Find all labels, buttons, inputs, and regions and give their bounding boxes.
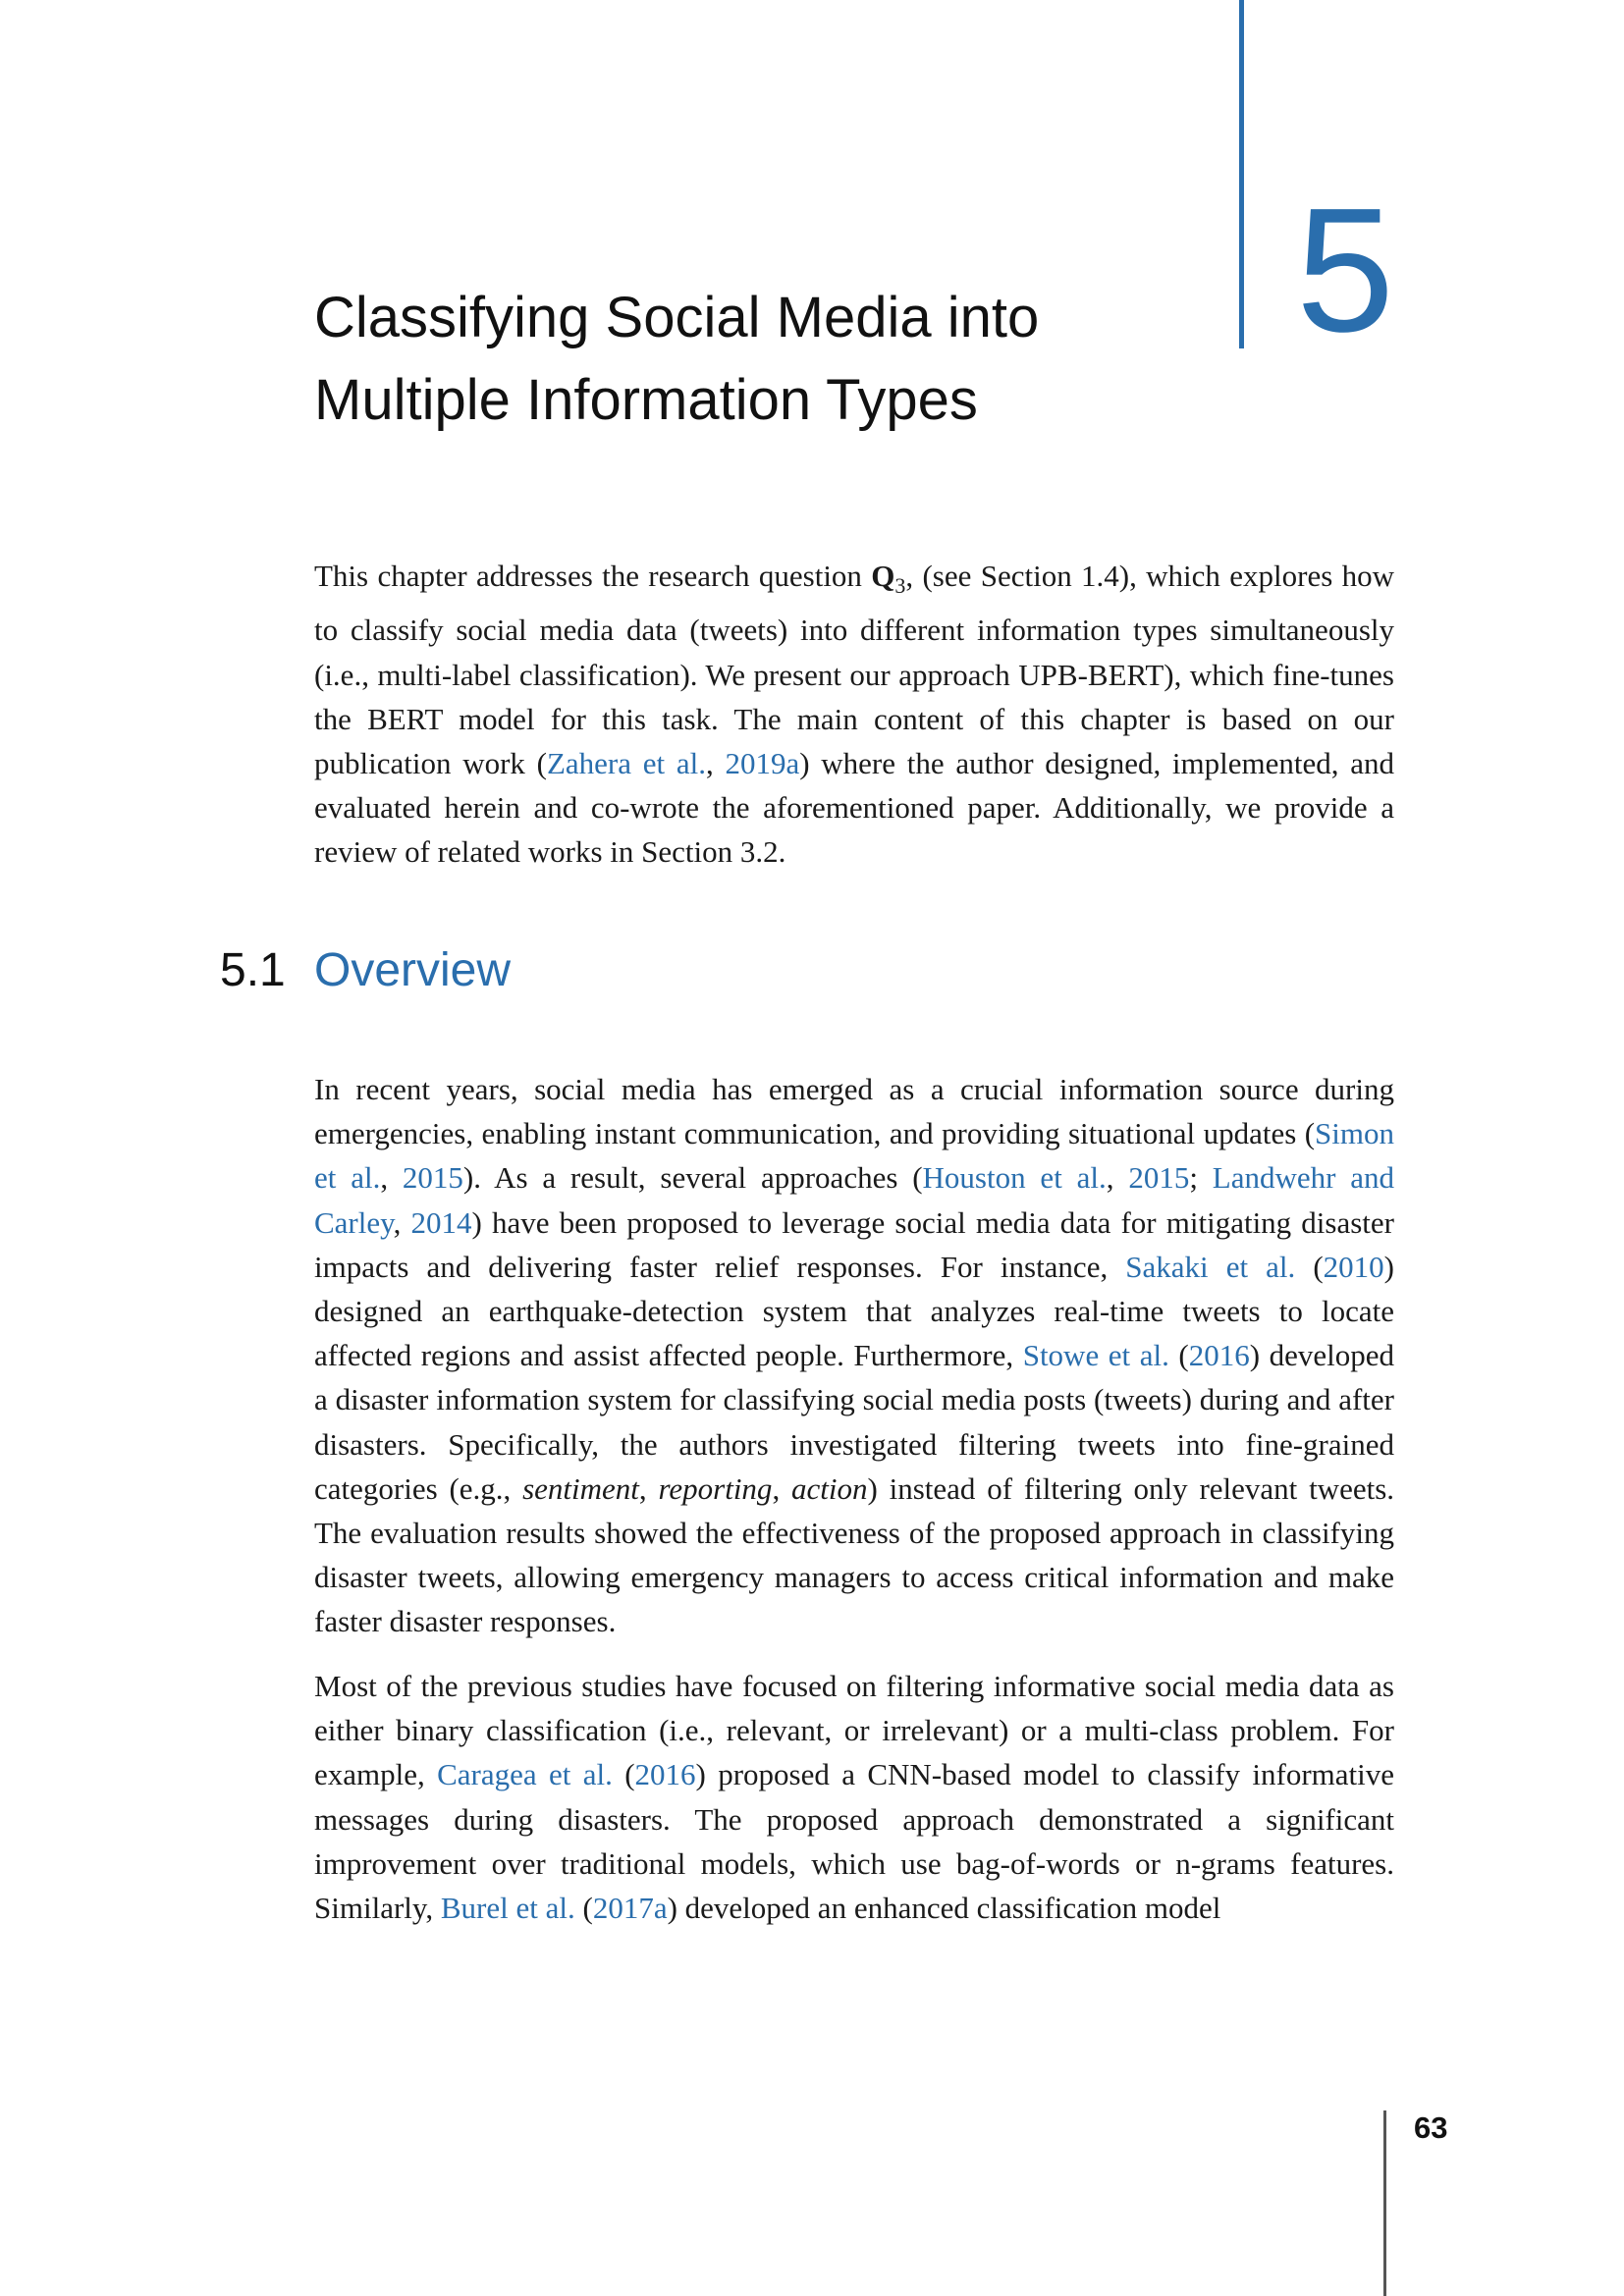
section-heading: [220, 944, 512, 996]
para1-text-5: ) developed a disaster information system for classifying social media posts (tweets) during and after disasters. Specifically, the authors investigated filtering tweets into fine-grained categories (e.g.,: [314, 1338, 1394, 1506]
chapter-title-line1: Classifying Social Media into: [314, 286, 1040, 349]
emphasis-sentiment: sentiment: [522, 1470, 639, 1506]
para2-text-2: ) proposed a CNN-based model to classify informative messages during disasters. The proposed approach demonstrated a significant improvement over traditional models, which use bag-of-words or n-grams features. Similarly,: [314, 1757, 1395, 1926]
page-number-rule: [1383, 2110, 1386, 2296]
citation-sakaki-author[interactable]: Sakaki et al.: [1125, 1249, 1296, 1284]
citation-landwehr-year[interactable]: 2014: [410, 1204, 472, 1240]
section-title: Overview: [314, 944, 512, 996]
citation-burel-year[interactable]: 2017a: [592, 1891, 668, 1926]
intro-text-1: This chapter addresses the research question: [314, 559, 872, 593]
page-number: 63: [1414, 2110, 1448, 2145]
citation-caragea-author[interactable]: Caragea et al.: [437, 1757, 613, 1792]
overview-paragraph-2: Most of the previous studies have focused on filtering informative social media data as either binary classification (i.e., relevant, or irrelevant) or a multi-class problem. For example, Caragea et al. (2016) proposed a CNN-based model to classify informative messages during disasters. The proposed approach demonstrated a significant improvement over traditional models, which use bag-of-words or n-grams features. Similarly, Burel et al. (2017a) developed an enhanced classification model: [314, 1669, 1395, 1926]
citation-stowe-year[interactable]: 2016: [1188, 1338, 1250, 1373]
research-question-letter: Q: [871, 559, 895, 593]
citation-zahera-author[interactable]: Zahera et al.: [546, 746, 706, 780]
citation-houston-year[interactable]: 2015: [1128, 1160, 1190, 1196]
para1-text-6: ) instead of filtering only relevant tweets. The evaluation results showed the effectiveness of the proposed approach in classifying disaster tweets, allowing emergency managers to access critical information and make faster disaster responses.: [314, 1470, 1395, 1639]
chapter-title-line2: Multiple Information Types: [314, 368, 978, 432]
section-number: 5.1: [220, 944, 286, 996]
intro-paragraph: [314, 554, 1394, 875]
research-question: [871, 559, 906, 599]
citation-caragea-year[interactable]: 2016: [634, 1757, 696, 1792]
citation-zahera-year[interactable]: 2019a: [725, 746, 800, 780]
research-question-subscript: 3: [894, 573, 906, 599]
para1-text-1: In recent years, social media has emerged as a crucial information source during emergencies, enabling instant communication, and providing situational updates (: [314, 1072, 1394, 1151]
citation-stowe-author[interactable]: Stowe et al.: [1022, 1338, 1169, 1373]
citation-sakaki-year[interactable]: 2010: [1323, 1249, 1384, 1284]
para1-text-3: ) have been proposed to leverage social media data for mitigating disaster impacts and delivering faster relief responses. For instance,: [314, 1204, 1395, 1284]
intro-text-3: ) where the author designed, implemented, and evaluated herein and co-wrote the aforementioned paper. Additionally, we provide a review of related works in Section 3.2.: [314, 746, 1395, 870]
citation-separator: ,: [705, 746, 726, 780]
intro-text-2: , (see Section 1.4), which explores how to classify social media data (tweets) into different information types simultaneously (i.e., multi-label classification). We present our approach UPB-BERT), which fine-tunes the BERT model for this task. The main content of this chapter is based on our publication work (: [314, 559, 1394, 780]
citation-landwehr-author[interactable]: Landwehr and Carley: [314, 1160, 1395, 1240]
para1-text-2: ). As a result, several approaches (: [462, 1160, 923, 1196]
chapter-rule: [1239, 0, 1244, 348]
para2-text-1: Most of the previous studies have focused on filtering informative social media data as either binary classification (i.e., relevant, or irrelevant) or a multi-class problem. For example,: [314, 1669, 1394, 1792]
para2-text-3: ) developed an enhanced classification model: [667, 1891, 1221, 1926]
overview-paragraph-1: In recent years, social media has emerged as a crucial information source during emergencies, enabling instant communication, and providing situational updates (Simon et al., 2015). As a result, several approaches (Houston et al., 2015; Landwehr and Carley, 2014) have been proposed to leverage social media data for mitigating disaster impacts and delivering faster relief responses. For instance, Sakaki et al. (2010) designed an earthquake-detection system that analyzes real-time tweets to locate affected regions and assist affected people. Furthermore, Stowe et al. (2016) developed a disaster information system for classifying social media posts (tweets) during and after disasters. Specifically, the authors investigated filtering tweets into fine-grained categories (e.g., sentiment, reporting, action) instead of filtering only relevant tweets. The evaluation results showed the effectiveness of the proposed approach in classifying disaster tweets, allowing emergency managers to access critical information and make faster disaster responses.: [314, 1072, 1395, 1639]
citation-simon-author[interactable]: Simon et al.: [314, 1116, 1394, 1196]
citation-simon-year[interactable]: 2015: [402, 1160, 463, 1196]
emphasis-reporting: reporting: [658, 1470, 773, 1506]
chapter-number: 5: [1296, 172, 1395, 369]
emphasis-action: action: [791, 1470, 868, 1506]
citation-houston-author[interactable]: Houston et al.: [922, 1160, 1107, 1196]
chapter-title: [314, 277, 1198, 442]
para1-text-4: ) designed an earthquake-detection system that analyzes real-time tweets to locate affected regions and assist affected people. Furthermore,: [314, 1249, 1394, 1373]
citation-burel-author[interactable]: Burel et al.: [440, 1891, 575, 1926]
